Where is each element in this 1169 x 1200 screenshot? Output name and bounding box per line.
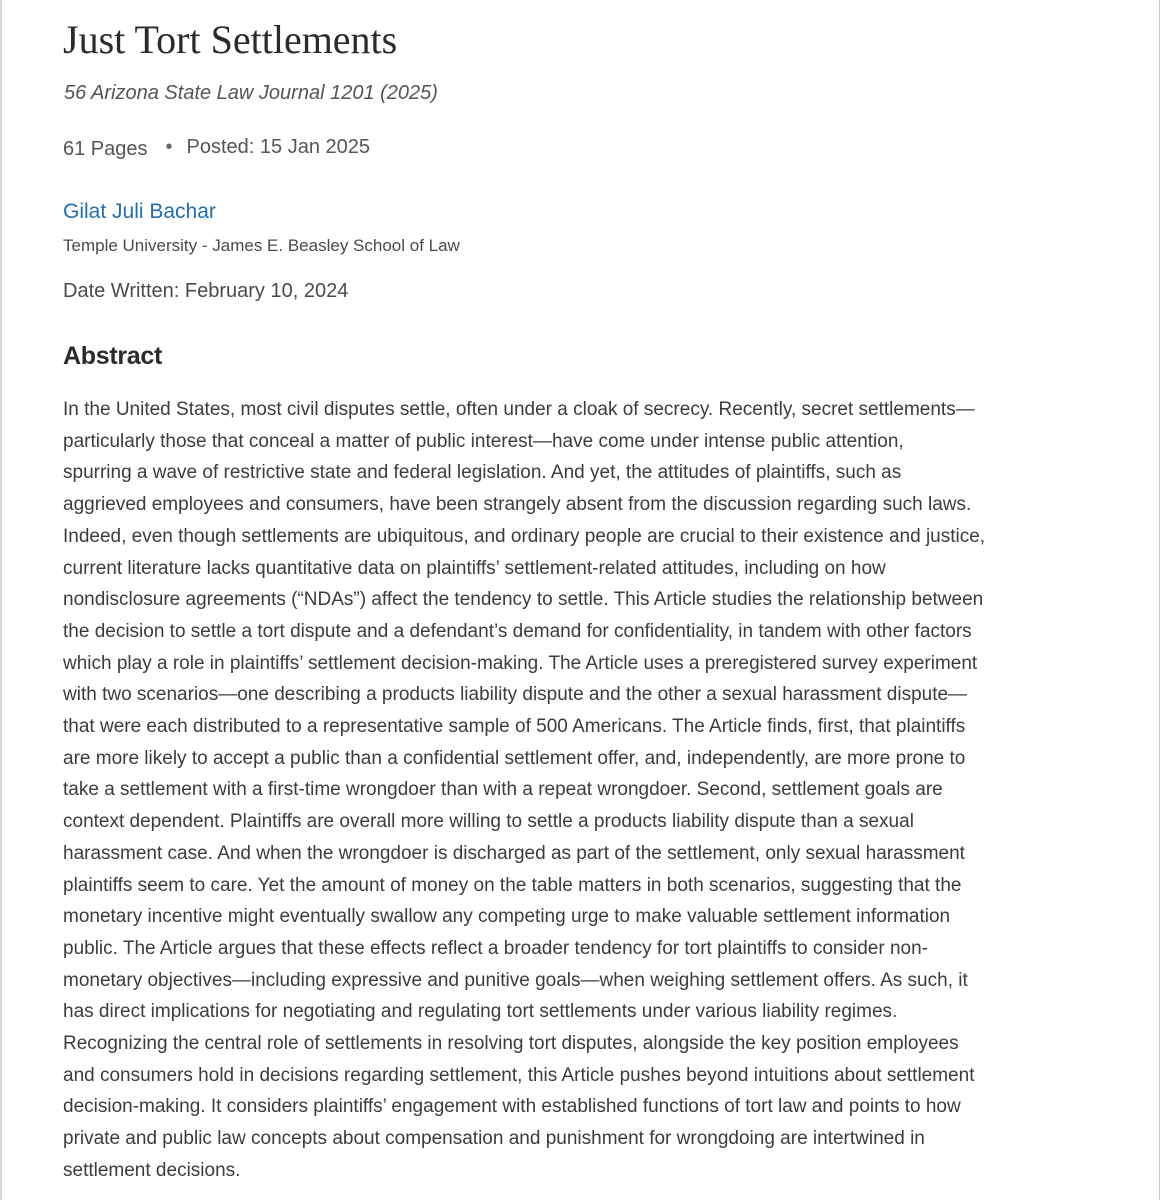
abstract-line: monetary incentive might eventually swallow any competing urge to make valuable settlement information xyxy=(63,906,951,928)
abstract-line: plaintiffs seem to care. Yet the amount of money on the table matters in both scenarios, suggesting that the xyxy=(63,874,962,896)
abstract-line: current literature lacks quantitative data on plaintiffs’ settlement-related attitudes, including on how xyxy=(63,557,886,579)
abstract-line: with two scenarios—one describing a products liability dispute and the other a sexual harassment dispute— xyxy=(63,684,968,706)
abstract-heading: Abstract xyxy=(63,342,163,370)
abstract-line: has direct implications for negotiating and regulating tort settlements under various liability regimes. xyxy=(63,1001,898,1023)
abstract-line: aggrieved employees and consumers, have been strangely absent from the discussion regarding such laws. xyxy=(63,494,972,516)
abstract-line: Indeed, even though settlements are ubiquitous, and ordinary people are crucial to their existence and justice, xyxy=(63,525,986,547)
paper-meta xyxy=(63,134,370,160)
abstract-line: settlement decisions. xyxy=(63,1159,241,1181)
author-link[interactable]: Gilat Juli Bachar xyxy=(63,200,216,223)
abstract-line: which play a role in plaintiffs’ settlement decision-making. The Article uses a preregistered survey experiment xyxy=(63,652,978,674)
abstract-line: take a settlement with a first-time wrongdoer than with a repeat wrongdoer. Second, settlement goals are xyxy=(63,779,943,801)
abstract-line: are more likely to accept a public than a confidential settlement offer, and, independently, are more prone to xyxy=(63,747,966,769)
meta-separator: • xyxy=(165,136,173,158)
abstract-line: nondisclosure agreements (“NDAs”) affect the tendency to settle. This Article studies the relationship between xyxy=(63,589,984,611)
abstract-line: that were each distributed to a representative sample of 500 Americans. The Article finds, first, that plaintiffs xyxy=(63,716,966,738)
abstract-line: private and public law concepts about compensation and punishment for wrongdoing are intertwined in xyxy=(63,1128,925,1150)
abstract-line: the decision to settle a tort dispute and a defendant’s demand for confidentiality, in tandem with other factors xyxy=(63,620,972,642)
abstract-line: and consumers hold in decisions regarding settlement, this Article pushes beyond intuitions about settlement xyxy=(63,1064,975,1086)
author-affiliation: Temple University - James E. Beasley School of Law xyxy=(63,236,460,255)
page-count: 61 Pages xyxy=(63,138,148,160)
abstract-line: harassment case. And when the wrongdoer is discharged as part of the settlement, only sexual harassment xyxy=(63,842,965,864)
abstract-line: spurring a wave of restrictive state and federal legislation. And yet, the attitudes of plaintiffs, such as xyxy=(63,462,902,484)
abstract-text xyxy=(63,394,1123,1187)
abstract-line: In the United States, most civil disputes settle, often under a cloak of secrecy. Recently, secret settlements— xyxy=(63,399,975,420)
abstract-line: monetary objectives—including expressive and punitive goals—when weighing settlement offers. As such, it xyxy=(63,969,968,991)
abstract-line: decision-making. It considers plaintiffs’ engagement with established functions of tort law and points to how xyxy=(63,1096,961,1118)
abstract-line: Recognizing the central role of settlements in resolving tort disputes, alongside the key position employees xyxy=(63,1033,959,1055)
paper-title: Just Tort Settlements xyxy=(63,17,398,62)
posted-date: Posted: 15 Jan 2025 xyxy=(186,136,371,158)
abstract-line: particularly those that conceal a matter of public interest—have come under intense public attention, xyxy=(63,430,904,452)
abstract-line: public. The Article argues that these effects reflect a broader tendency for tort plaintiffs to consider non- xyxy=(63,937,928,959)
abstract-line: context dependent. Plaintiffs are overall more willing to settle a products liability dispute than a sexual xyxy=(63,811,914,833)
date-written: Date Written: February 10, 2024 xyxy=(63,280,349,302)
journal-citation: 56 Arizona State Law Journal 1201 (2025) xyxy=(64,82,438,104)
